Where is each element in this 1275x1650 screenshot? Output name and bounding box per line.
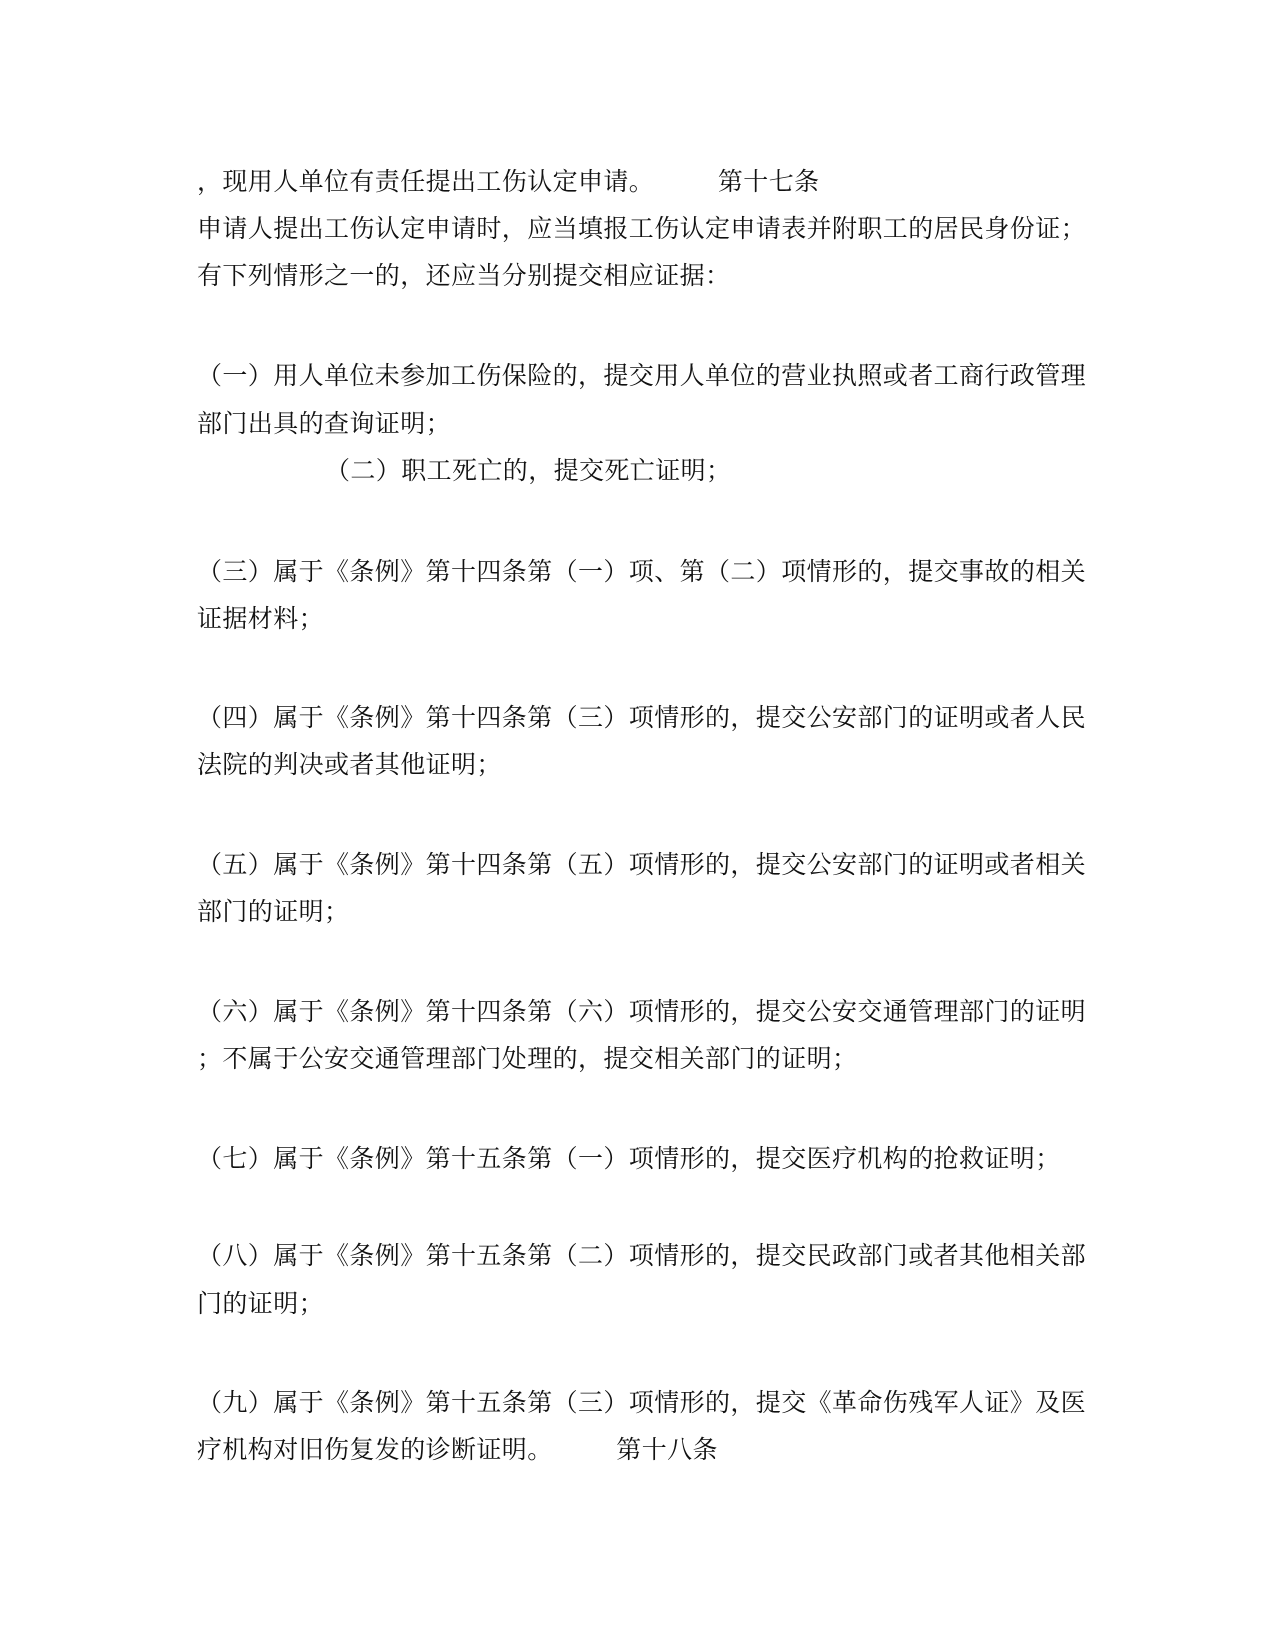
text-line: （四）属于《条例》第十四条第（三）项情形的，提交公安部门的证明或者人民	[197, 703, 1087, 732]
text-line: 证据材料；	[197, 604, 325, 633]
text-line: （九）属于《条例》第十五条第（三）项情形的，提交《革命伤残军人证》及医	[197, 1388, 1087, 1417]
text-line: （六）属于《条例》第十四条第（六）项情形的，提交公安交通管理部门的证明	[197, 997, 1087, 1026]
text-line: 申请人提出工伤认定申请时，应当填报工伤认定申请表并附职工的居民身份证；	[197, 214, 1087, 243]
text-line: ，现用人单位有责任提出工伤认定申请。 第十七条	[197, 167, 820, 196]
text-line: 部门出具的查询证明；	[197, 409, 452, 438]
text-line: （三）属于《条例》第十四条第（一）项、第（二）项情形的，提交事故的相关	[197, 557, 1087, 586]
text-line: ；不属于公安交通管理部门处理的，提交相关部门的证明；	[197, 1044, 858, 1073]
text-line: （一）用人单位未参加工伤保险的，提交用人单位的营业执照或者工商行政管理	[197, 361, 1087, 390]
text-line: 有下列情形之一的，还应当分别提交相应证据：	[197, 261, 731, 290]
text-line: （二）职工死亡的，提交死亡证明；	[325, 456, 732, 485]
text-line: 门的证明；	[197, 1289, 325, 1318]
text-line: （七）属于《条例》第十五条第（一）项情形的，提交医疗机构的抢救证明；	[197, 1144, 1061, 1173]
text-line: （八）属于《条例》第十五条第（二）项情形的，提交民政部门或者其他相关部	[197, 1241, 1087, 1270]
text-line: 法院的判决或者其他证明；	[197, 750, 502, 779]
text-line: 部门的证明；	[197, 897, 350, 926]
text-line: 疗机构对旧伤复发的诊断证明。 第十八条	[197, 1435, 718, 1464]
text-line: （五）属于《条例》第十四条第（五）项情形的，提交公安部门的证明或者相关	[197, 850, 1087, 879]
